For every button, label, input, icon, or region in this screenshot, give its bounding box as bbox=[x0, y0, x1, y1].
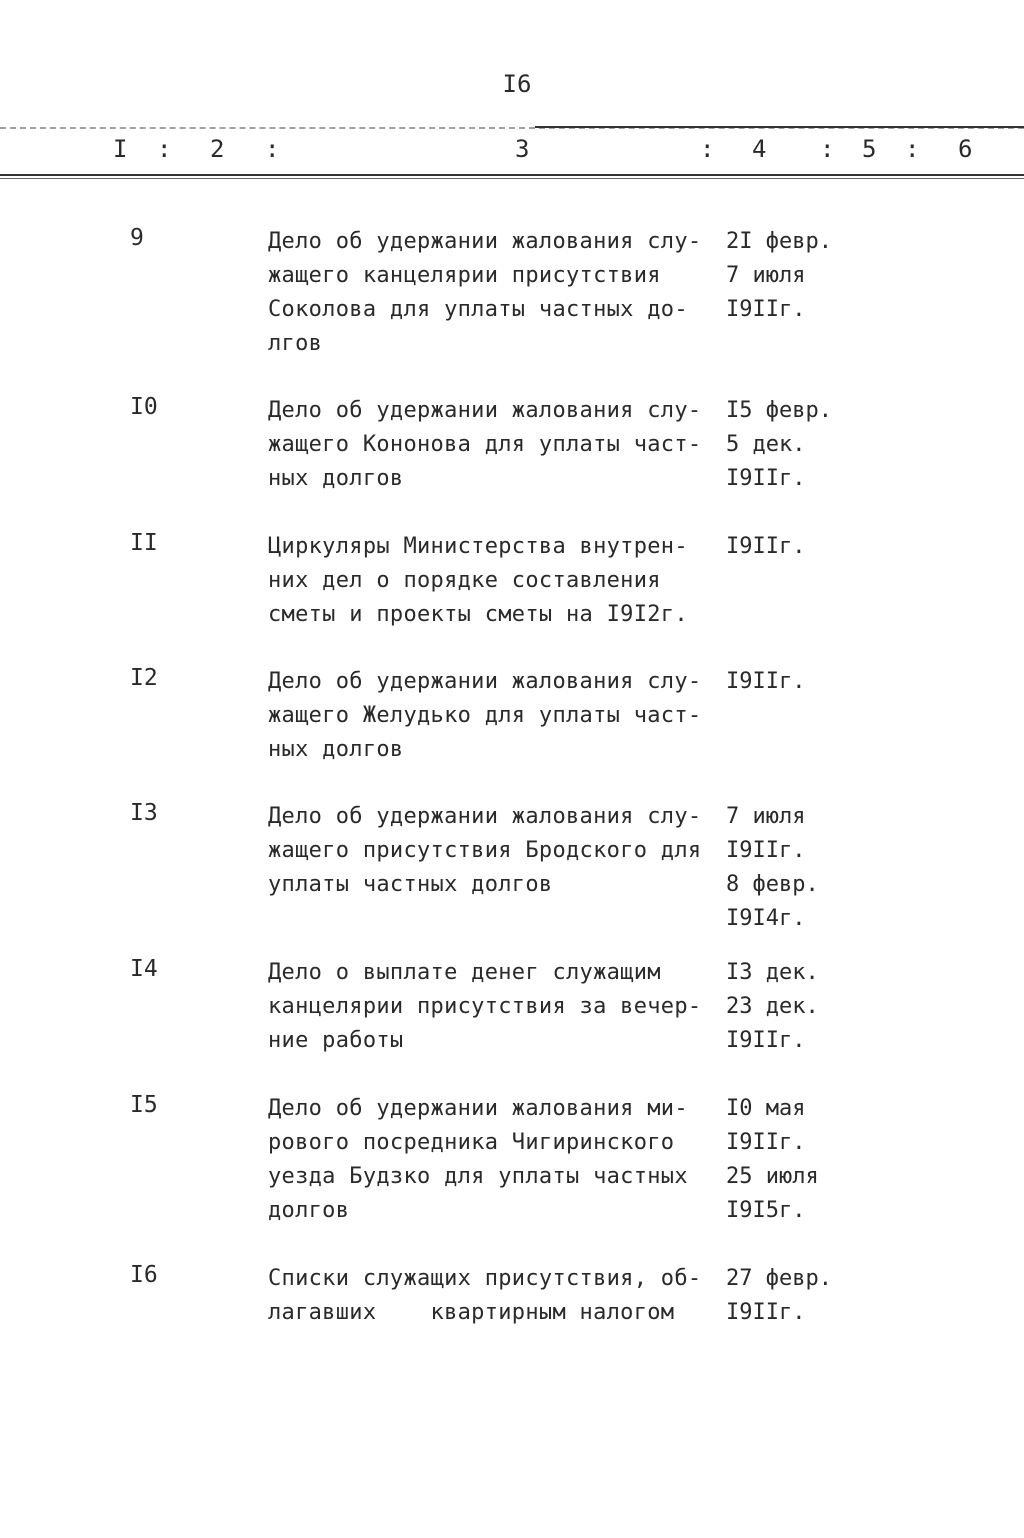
entry-number: I5 bbox=[130, 1092, 158, 1118]
header-bottom-rule-thin bbox=[0, 178, 1024, 179]
entry-title-line: Дело об удержании жалования слу- bbox=[268, 398, 702, 423]
header-separator: : bbox=[700, 135, 715, 163]
table-header bbox=[0, 135, 1024, 167]
entry-date: I9I4г. bbox=[726, 906, 806, 931]
header-col-1: I bbox=[113, 135, 128, 163]
entry-dates bbox=[726, 1092, 926, 1228]
entry-title-line: уезда Будзко для уплаты частных bbox=[268, 1164, 688, 1189]
entry-title-line: канцелярии присутствия за вечер- bbox=[268, 994, 702, 1019]
entry-number: I3 bbox=[130, 800, 158, 826]
entry-date: I9IIг. bbox=[726, 1130, 806, 1155]
entry-title-line: лгов bbox=[268, 331, 323, 356]
entry-dates bbox=[726, 225, 926, 327]
header-separator: : bbox=[265, 135, 280, 163]
entry-date: I9IIг. bbox=[726, 466, 806, 491]
header-separator: : bbox=[820, 135, 835, 163]
entry-title-line: жащего Кононова для уплаты част- bbox=[268, 432, 702, 457]
entry-title-line: рового посредника Чигиринского bbox=[268, 1130, 675, 1155]
entry-title-line: Дело об удержании жалования ми- bbox=[268, 1096, 688, 1121]
entry-title bbox=[268, 225, 728, 361]
entry-title-line: жащего Желудько для уплаты част- bbox=[268, 703, 702, 728]
entry-date: 23 дек. bbox=[726, 994, 819, 1019]
entry-date: I9IIг. bbox=[726, 1028, 806, 1053]
entry-date: I9IIг. bbox=[726, 297, 806, 322]
entry-number: II bbox=[130, 530, 158, 556]
entry-title-line: Списки служащих присутствия, об- bbox=[268, 1266, 702, 1291]
entry-number: I4 bbox=[130, 956, 158, 982]
entry-title-line: Соколова для уплаты частных до- bbox=[268, 297, 688, 322]
entry-title bbox=[268, 800, 728, 902]
entry-date: I0 мая bbox=[726, 1096, 806, 1121]
entry-dates bbox=[726, 800, 926, 936]
entry-title-line: лагавших квартирным налогом bbox=[268, 1300, 675, 1325]
entry-date: 2I февр. bbox=[726, 229, 832, 254]
entry-number: I0 bbox=[130, 394, 158, 420]
entry-title bbox=[268, 394, 728, 496]
entry-title-line: ных долгов bbox=[268, 466, 404, 491]
entry-dates bbox=[726, 530, 926, 564]
entry-date: I9IIг. bbox=[726, 1300, 806, 1325]
entry-title-line: Циркуляры Министерства внутрен- bbox=[268, 534, 688, 559]
entry-dates bbox=[726, 665, 926, 699]
entry-number: I2 bbox=[130, 665, 158, 691]
header-col-5: 5 bbox=[862, 135, 877, 163]
entry-title-line: жащего канцелярии присутствия bbox=[268, 263, 661, 288]
entry-title-line: Дело об удержании жалования слу- bbox=[268, 804, 702, 829]
entry-date: 7 июля bbox=[726, 263, 806, 288]
header-separator: : bbox=[157, 135, 172, 163]
entry-title-line: Дело об удержании жалования слу- bbox=[268, 229, 702, 254]
entry-title-line: Дело об удержании жалования слу- bbox=[268, 669, 702, 694]
entry-title-line: сметы и проекты сметы на I9I2г. bbox=[268, 602, 688, 627]
entry-dates bbox=[726, 394, 926, 496]
entry-date: 5 дек. bbox=[726, 432, 806, 457]
entry-title-line: уплаты частных долгов bbox=[268, 872, 553, 897]
entry-title-line: них дел о порядке составления bbox=[268, 568, 661, 593]
entry-date: I9IIг. bbox=[726, 838, 806, 863]
header-separator: : bbox=[905, 135, 920, 163]
entry-date: 8 февр. bbox=[726, 872, 819, 897]
entry-title bbox=[268, 1092, 728, 1228]
entry-number: 9 bbox=[130, 225, 144, 251]
header-bottom-rule bbox=[0, 174, 1024, 176]
entry-title-line: жащего присутствия Бродского для bbox=[268, 838, 702, 863]
entry-title-line: Дело о выплате денег служащим bbox=[268, 960, 661, 985]
header-col-6: 6 bbox=[958, 135, 973, 163]
entry-date: I5 февр. bbox=[726, 398, 832, 423]
entry-title bbox=[268, 956, 728, 1058]
entry-dates bbox=[726, 1262, 926, 1330]
entry-title bbox=[268, 1262, 728, 1330]
entry-title-line: ние работы bbox=[268, 1028, 404, 1053]
page-number: I6 bbox=[502, 70, 532, 98]
header-col-2: 2 bbox=[210, 135, 225, 163]
entry-title-line: ных долгов bbox=[268, 737, 404, 762]
entry-date: I9IIг. bbox=[726, 669, 806, 694]
entry-number: I6 bbox=[130, 1262, 158, 1288]
header-col-4: 4 bbox=[752, 135, 767, 163]
entry-date: 7 июля bbox=[726, 804, 806, 829]
entry-date: I9I5г. bbox=[726, 1198, 806, 1223]
entry-title bbox=[268, 665, 728, 767]
entry-date: 27 февр. bbox=[726, 1266, 832, 1291]
entry-date: I9IIг. bbox=[726, 534, 806, 559]
header-col-3: 3 bbox=[515, 135, 530, 163]
entry-dates bbox=[726, 956, 926, 1058]
header-top-rule bbox=[535, 126, 1024, 128]
entry-title-line: долгов bbox=[268, 1198, 350, 1223]
entry-title bbox=[268, 530, 728, 632]
entry-date: I3 дек. bbox=[726, 960, 819, 985]
entry-date: 25 июля bbox=[726, 1164, 819, 1189]
